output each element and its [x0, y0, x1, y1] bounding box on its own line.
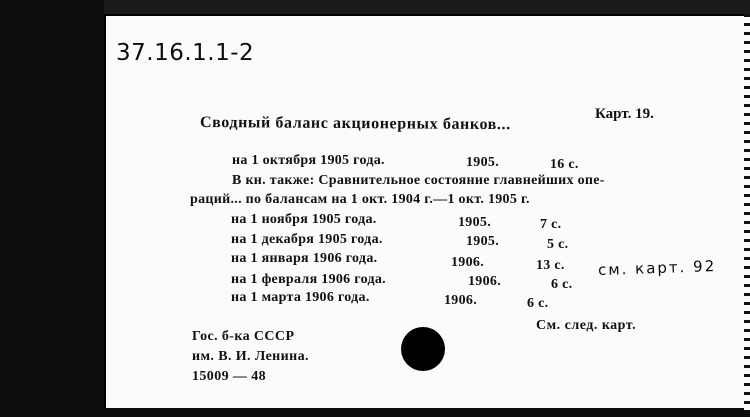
entry-date: на 1 декабря 1905 года. [231, 232, 383, 247]
entry-pages: 7 с. [540, 217, 562, 232]
entry-year: 1906. [444, 293, 477, 308]
call-number: 37.16.1.1-2 [116, 40, 255, 66]
entry-date: на 1 ноября 1905 года. [231, 212, 377, 227]
library-print-code: 15009 — 48 [192, 369, 266, 384]
entry-date: на 1 февраля 1906 года. [231, 272, 386, 287]
entry-note-line1: В кн. также: Сравнительное состояние главнейших опе- [232, 173, 605, 188]
entry-pages: 5 с. [547, 237, 569, 252]
entry-year: 1906. [451, 255, 484, 270]
entry-year: 1906. [468, 274, 501, 289]
entry-date: на 1 октября 1905 года. [232, 153, 385, 168]
entry-date: на 1 января 1906 года. [231, 251, 378, 266]
entry-year: 1905. [458, 215, 491, 230]
entry-year: 1905. [466, 155, 499, 170]
see-next-card: См. след. карт. [536, 318, 637, 333]
entry-pages: 6 с. [527, 296, 549, 311]
entry-note-line2: раций... по балансам на 1 окт. 1904 г.—1 окт. 1905 г. [190, 192, 530, 207]
entry-year: 1905. [466, 234, 499, 249]
scan-edge-bottom [104, 408, 750, 417]
card-title: Сводный баланс акционерных банков... [199, 114, 511, 134]
entry-date: на 1 марта 1906 года. [231, 290, 370, 305]
punch-hole [401, 327, 445, 371]
scan-edge-left [0, 0, 104, 417]
handwritten-annotation: см. карт. 92 [597, 256, 717, 280]
entry-pages: 6 с. [551, 277, 573, 292]
entry-pages: 13 с. [536, 258, 565, 273]
scan-edge-right [744, 14, 750, 412]
library-name: Гос. б-ка СССР [192, 329, 295, 344]
entry-pages: 16 с. [550, 157, 579, 172]
library-dedication: им. В. И. Ленина. [192, 349, 309, 364]
card-number: Карт. 19. [595, 106, 654, 122]
